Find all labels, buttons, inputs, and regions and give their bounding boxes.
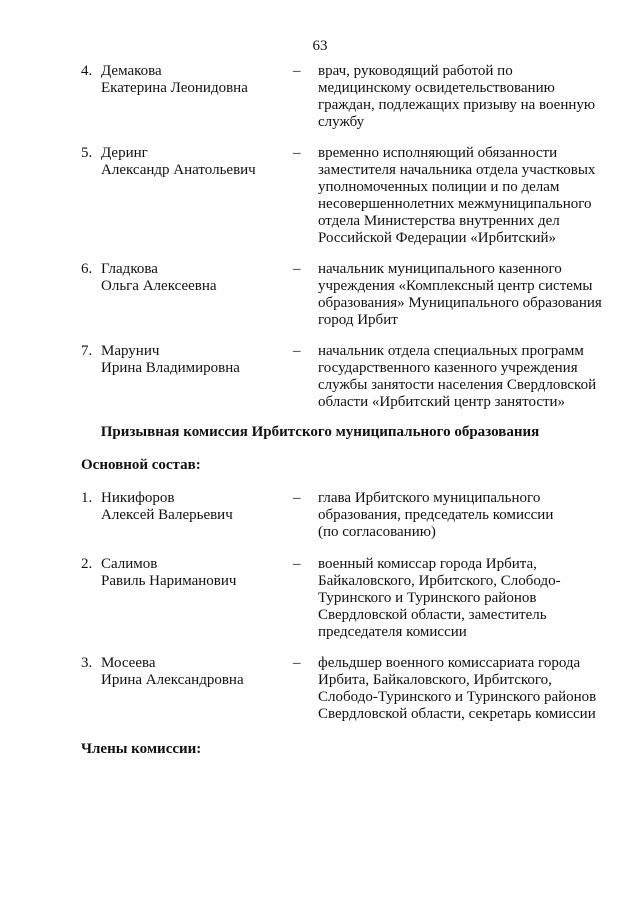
dash: – [293,261,301,277]
person-role: временно исполняющий обязанности заместителя начальника отдела участковых уполномоченных полиции и по делам несовершеннолетних межмуниципального отдела Министерства внутренних дел Российской Федерации «Ирбитский» [318,145,596,246]
item-number: 2. [81,556,93,572]
item-number: 3. [81,655,93,671]
person-name: Марунич Ирина Владимировна [101,343,240,376]
members-heading: Члены комиссии: [81,741,202,757]
person-name: Мосеева Ирина Александровна [101,655,244,688]
person-name: Деринг Александр Анатольевич [101,145,256,178]
person-role: начальник отдела специальных программ государственного казенного учреждения службы занятости населения Свердловской области «Ирбитский центр занятости» [318,343,597,410]
person-name: Салимов Равиль Нариманович [101,556,237,589]
person-role: военный комиссар города Ирбита, Байкаловского, Ирбитского, Слободо- Туринского и Туринского районов Свердловской области, заместитель председателя комиссии [318,556,561,640]
main-composition-heading: Основной состав: [81,457,201,473]
dash: – [293,655,301,671]
item-number: 7. [81,343,93,359]
page-number: 63 [312,38,328,54]
item-number: 1. [81,490,93,506]
section-title: Призывная комиссия Ирбитского муниципального образования [100,424,540,440]
dash: – [293,145,301,161]
item-number: 6. [81,261,93,277]
dash: – [293,490,301,506]
dash: – [293,556,301,572]
item-number: 5. [81,145,93,161]
item-number: 4. [81,63,93,79]
person-role: начальник муниципального казенного учреждения «Комплексный центр системы образования» Муниципального образования город Ирбит [318,261,602,328]
dash: – [293,343,301,359]
person-role: глава Ирбитского муниципального образования, председатель комиссии (по согласованию) [318,490,554,540]
dash: – [293,63,301,79]
person-role: врач, руководящий работой по медицинскому освидетельствованию граждан, подлежащих призыву на военную службу [318,63,596,130]
person-name: Демакова Екатерина Леонидовна [101,63,248,96]
person-role: фельдшер военного комиссариата города Ирбита, Байкаловского, Ирбитского, Слободо-Туринского и Туринского районов Свердловской области, секретарь комиссии [318,655,597,722]
person-name: Гладкова Ольга Алексеевна [101,261,217,294]
person-name: Никифоров Алексей Валерьевич [101,490,233,523]
